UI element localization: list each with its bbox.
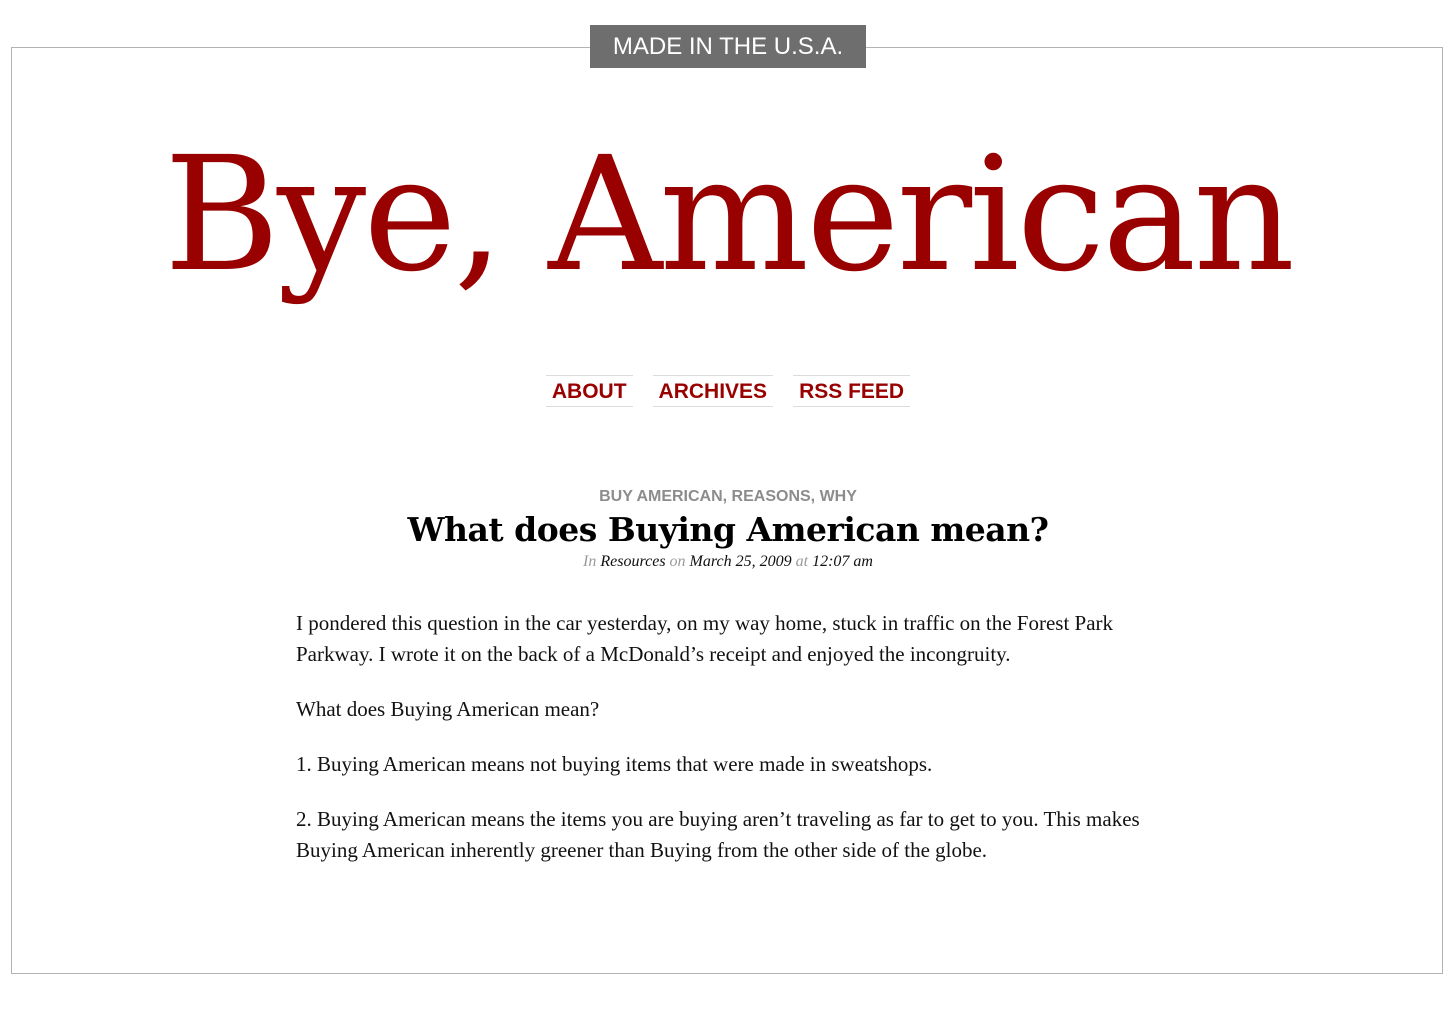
meta-in-word: In: [583, 553, 597, 570]
meta-at-word: at: [795, 553, 809, 570]
post-paragraph: What does Buying American mean?: [296, 697, 600, 721]
post-paragraph: 1. Buying American means not buying items that were made in sweatshops.: [296, 752, 933, 776]
category-link-reasons[interactable]: REASONS: [731, 488, 811, 505]
meta-date: March 25, 2009: [689, 553, 792, 570]
meta-on-word: on: [669, 553, 686, 570]
meta-time: 12:07 am: [812, 553, 873, 570]
made-in-usa-badge: MADE IN THE U.S.A.: [590, 25, 866, 68]
post-body: [296, 608, 1166, 890]
nav-archives-link[interactable]: ARCHIVES: [653, 375, 774, 407]
post-paragraph: I pondered this question in the car yesterday, on my way home, stuck in traffic on the Forest Park Parkway. I wrote it on the back of a McDonald’s receipt and enjoyed the incongruity.: [296, 611, 1114, 666]
category-separator: ,: [722, 488, 732, 505]
nav-rss-feed-link[interactable]: RSS FEED: [793, 375, 910, 407]
post-paragraph: 2. Buying American means the items you are buying aren’t traveling as far to get to you. This makes Buying American inherently greener than Buying from the other side of the globe.: [296, 807, 1140, 862]
nav-about-link[interactable]: ABOUT: [546, 375, 633, 407]
post-title[interactable]: What does Buying American mean?: [407, 510, 1049, 549]
meta-section-link[interactable]: Resources: [600, 553, 666, 570]
category-link-why[interactable]: WHY: [819, 488, 857, 505]
category-link-buy-american[interactable]: BUY AMERICAN: [599, 488, 723, 505]
post-meta: [0, 551, 1456, 573]
site-title[interactable]: Bye, American: [163, 123, 1293, 307]
category-separator: ,: [810, 488, 820, 505]
main-nav: [0, 375, 1456, 407]
